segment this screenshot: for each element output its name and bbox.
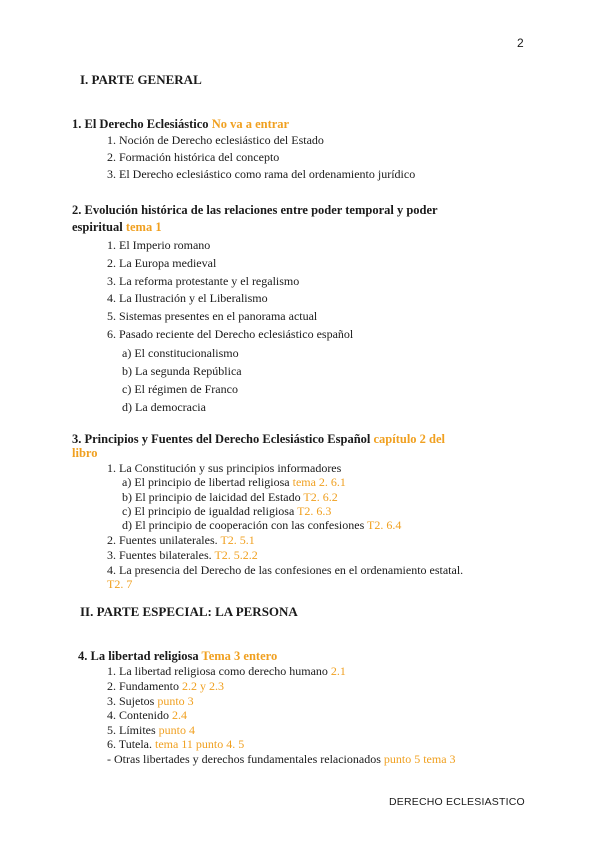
sub-list-item-note: T2. 6.2	[303, 490, 338, 504]
sub-list-item: b) La segunda República	[122, 364, 242, 378]
page-footer: DERECHO ECLESIASTICO	[389, 796, 525, 808]
sub-list-item-text: b) El principio de laicidad del Estado	[122, 490, 301, 504]
section-2-heading-line2	[72, 220, 162, 235]
sub-list-item-text: d) El principio de cooperación con las confesiones	[122, 518, 365, 532]
section-3-note-line1: capítulo 2 del	[373, 432, 446, 446]
list-item	[107, 679, 224, 694]
list-item	[107, 723, 195, 738]
section-3-note-line2: libro	[72, 446, 98, 460]
sub-list-item-text: a) El principio de libertad religiosa	[122, 475, 290, 489]
section-1-heading	[72, 117, 289, 132]
list-item: 1. Noción de Derecho eclesiástico del Estado	[107, 133, 324, 147]
list-item-note: punto 4	[158, 723, 196, 737]
list-item-text: 4. Contenido	[107, 708, 169, 722]
list-item-note: 2.2 y 2.3	[182, 679, 224, 693]
section-3-heading	[72, 432, 445, 447]
page-number: 2	[517, 36, 524, 50]
list-item-text: 3. Fuentes bilaterales.	[107, 548, 212, 562]
list-item-text: 2. Fuentes unilaterales.	[107, 533, 218, 547]
sub-list-item	[122, 518, 401, 533]
list-item: 3. El Derecho eclesiástico como rama del ordenamiento jurídico	[107, 167, 416, 181]
sub-list-item: d) La democracia	[122, 400, 206, 414]
list-item-text: - Otras libertades y derechos fundamentales relacionados	[107, 752, 381, 766]
list-item: 6. Pasado reciente del Derecho eclesiástico español	[107, 327, 354, 341]
section-1-title: 1. El Derecho Eclesiástico	[72, 117, 209, 131]
list-item	[107, 694, 194, 709]
sub-list-item-text: c) El principio de igualdad religiosa	[122, 504, 295, 518]
section-2-note: tema 1	[125, 220, 162, 234]
list-item-note: punto 5 tema 3	[383, 752, 456, 766]
list-item: 4. La Ilustración y el Liberalismo	[107, 291, 268, 305]
list-item	[107, 752, 456, 767]
list-item: 4. La presencia del Derecho de las confesiones en el ordenamiento estatal.	[107, 563, 464, 577]
list-item	[107, 737, 244, 752]
list-item	[107, 533, 255, 548]
list-item-note: tema 11 punto 4. 5	[155, 737, 245, 751]
list-item-note: 2.1	[330, 664, 346, 678]
part-2-title: II. PARTE ESPECIAL: LA PERSONA	[80, 604, 298, 619]
list-item-text: 6. Tutela.	[107, 737, 153, 751]
list-item: 2. Formación histórica del concepto	[107, 150, 280, 164]
sub-list-item	[122, 475, 346, 490]
section-2-title-line2: espiritual	[72, 220, 123, 234]
sub-list-item-note: T2. 6.3	[297, 504, 332, 518]
section-1-note: No va a entrar	[211, 117, 290, 131]
sub-list-item	[122, 504, 331, 519]
list-item	[107, 708, 187, 723]
list-item-note: 2.4	[172, 708, 187, 722]
section-4-note: Tema 3 entero	[201, 649, 278, 663]
sub-list-item	[122, 490, 338, 505]
list-item: 5. Sistemas presentes en el panorama actual	[107, 309, 318, 323]
section-4-heading	[78, 649, 277, 664]
sub-list-item-note: T2. 6.4	[367, 518, 402, 532]
list-item-text: 2. Fundamento	[107, 679, 179, 693]
sub-list-item-note: tema 2. 6.1	[292, 475, 346, 489]
list-item-note: T2. 5.2.2	[214, 548, 258, 562]
list-item	[107, 664, 346, 679]
list-item-note: punto 3	[157, 694, 194, 708]
list-item: 1. El Imperio romano	[107, 238, 211, 252]
list-item	[107, 548, 258, 563]
section-3-title: 3. Principios y Fuentes del Derecho Eclesiástico Español	[72, 432, 371, 446]
list-item-note: T2. 7	[107, 577, 133, 591]
list-item: 3. La reforma protestante y el regalismo	[107, 274, 300, 288]
sub-list-item: a) El constitucionalismo	[122, 346, 239, 360]
part-1-title: I. PARTE GENERAL	[80, 72, 202, 87]
list-item-note: T2. 5.1	[220, 533, 255, 547]
list-item-text: 3. Sujetos	[107, 694, 155, 708]
list-item: 2. La Europa medieval	[107, 256, 217, 270]
list-item: 1. La Constitución y sus principios informadores	[107, 461, 342, 475]
list-item-text: 1. La libertad religiosa como derecho humano	[107, 664, 328, 678]
section-4-title: 4. La libertad religiosa	[78, 649, 199, 663]
section-2-title-line1: 2. Evolución histórica de las relaciones entre poder temporal y poder	[72, 203, 438, 217]
sub-list-item: c) El régimen de Franco	[122, 382, 238, 396]
list-item-text: 5. Límites	[107, 723, 156, 737]
